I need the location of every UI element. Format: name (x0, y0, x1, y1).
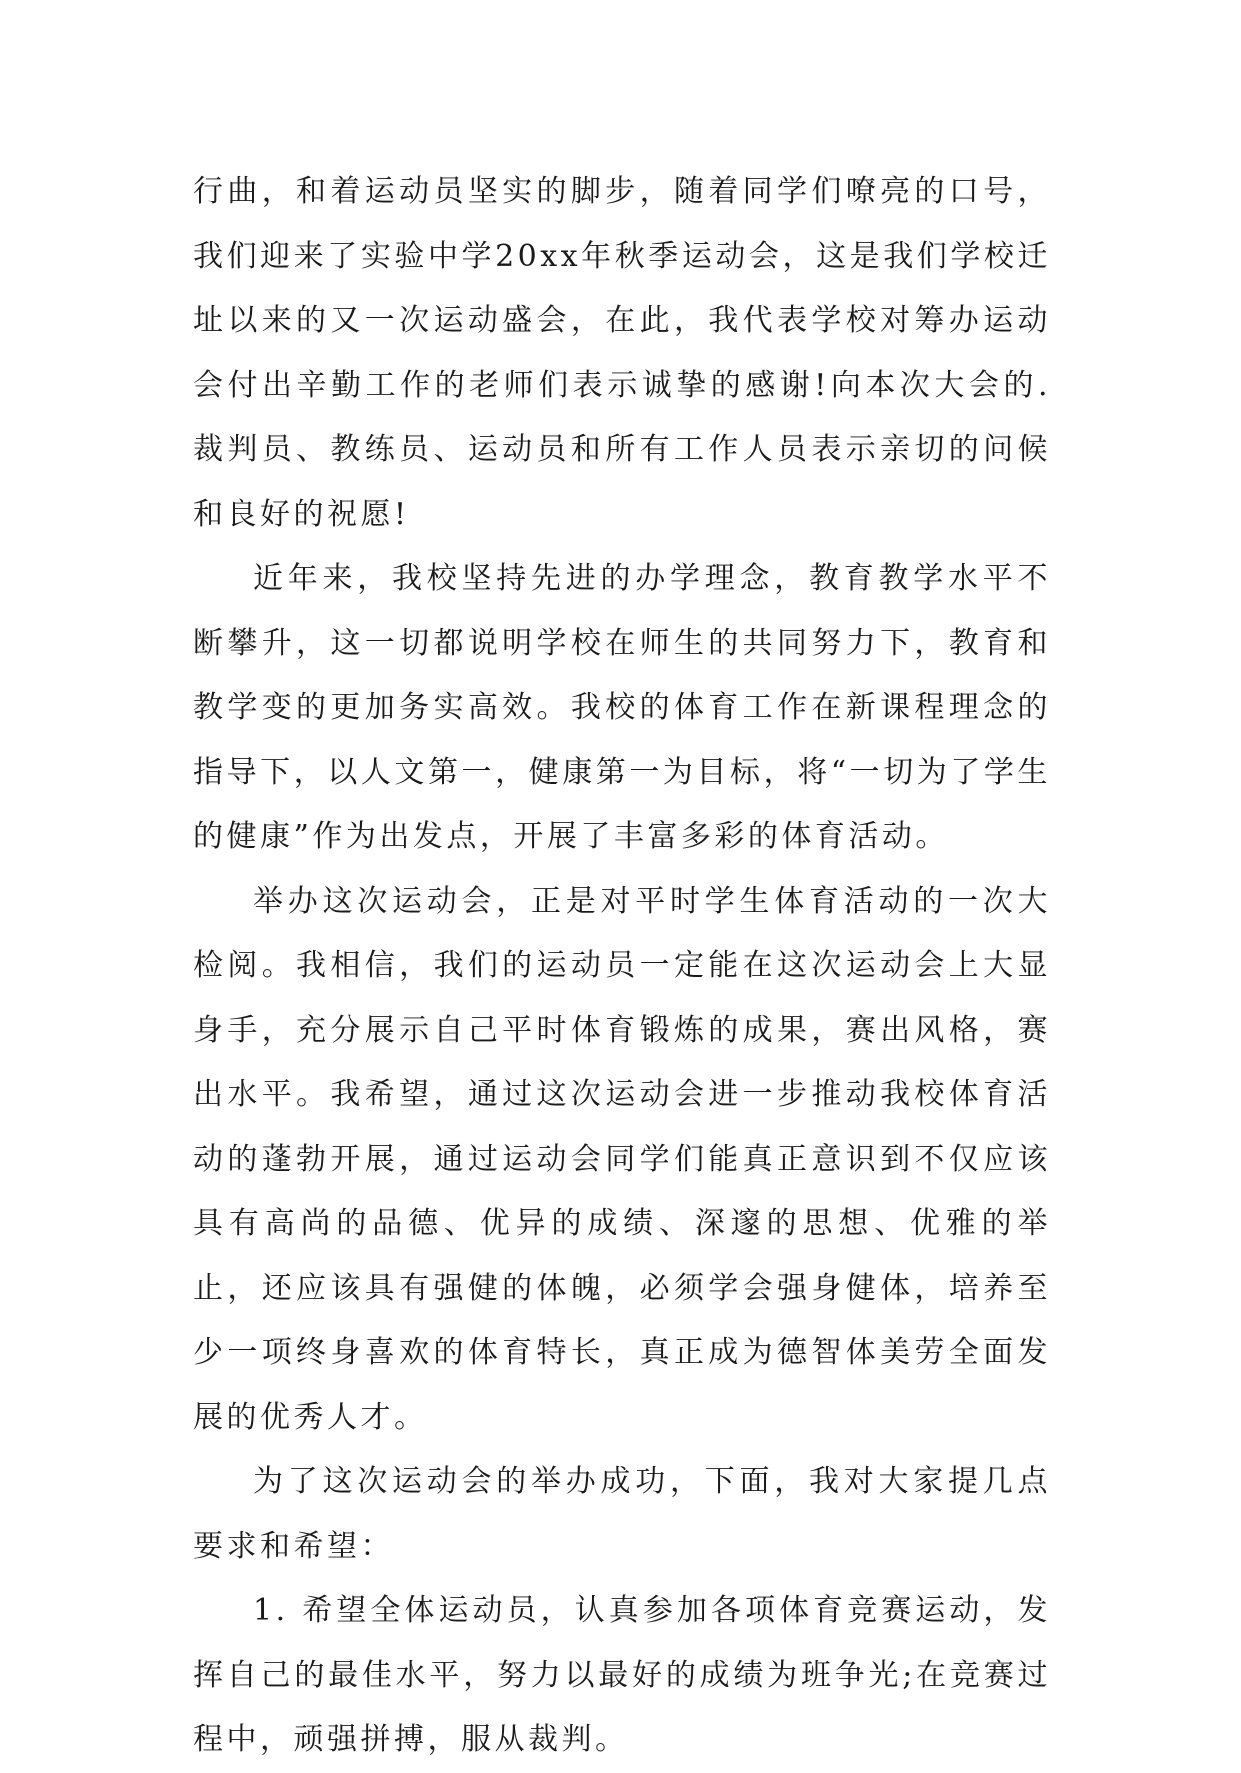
paragraph-sports-meet-purpose: 举办这次运动会，正是对平时学生体育活动的一次大检阅。我相信，我们的运动员一定能在这次运动会上大显身手，充分展示自己平时体育锻炼的成果，赛出风格，赛出水平。我希望，通过这次运动会进一步推动我校体育活动的蓬勃开展，通过运动会同学们能真正意识到不仅应该具有高尚的品德、优异的成绩、深邃的思想、优雅的举止，还应该具有强健的体魄，必须学会强身健体，培养至少一项终身喜欢的体育特长，真正成为德智体美劳全面发展的优秀人才。 (193, 883, 1051, 1435)
document-body (193, 160, 1051, 1773)
paragraph-requirement-1: 1. 希望全体运动员，认真参加各项体育竞赛运动，发挥自己的最佳水平，努力以最好的成绩为班争光;在竞赛过程中，顽强拼搏，服从裁判。 (193, 1593, 1051, 1757)
paragraph-requirements-intro: 为了这次运动会的举办成功，下面，我对大家提几点要求和希望： (193, 1464, 1051, 1564)
paragraph-continuation: 行曲，和着运动员坚实的脚步，随着同学们嘹亮的口号，我们迎来了实验中学20xx年秋季运动会，这是我们学校迁址以来的又一次运动盛会，在此，我代表学校对筹办运动会付出辛勤工作的老师们表示诚挚的感谢!向本次大会的.裁判员、教练员、运动员和所有工作人员表示亲切的问候和良好的祝愿! (193, 174, 1051, 532)
paragraph-school-progress: 近年来，我校坚持先进的办学理念，教育教学水平不断攀升，这一切都说明学校在师生的共同努力下，教育和教学变的更加务实高效。我校的体育工作在新课程理念的指导下，以人文第一，健康第一为目标，将“一切为了学生的健康”作为出发点，开展了丰富多彩的体育活动。 (193, 561, 1051, 854)
